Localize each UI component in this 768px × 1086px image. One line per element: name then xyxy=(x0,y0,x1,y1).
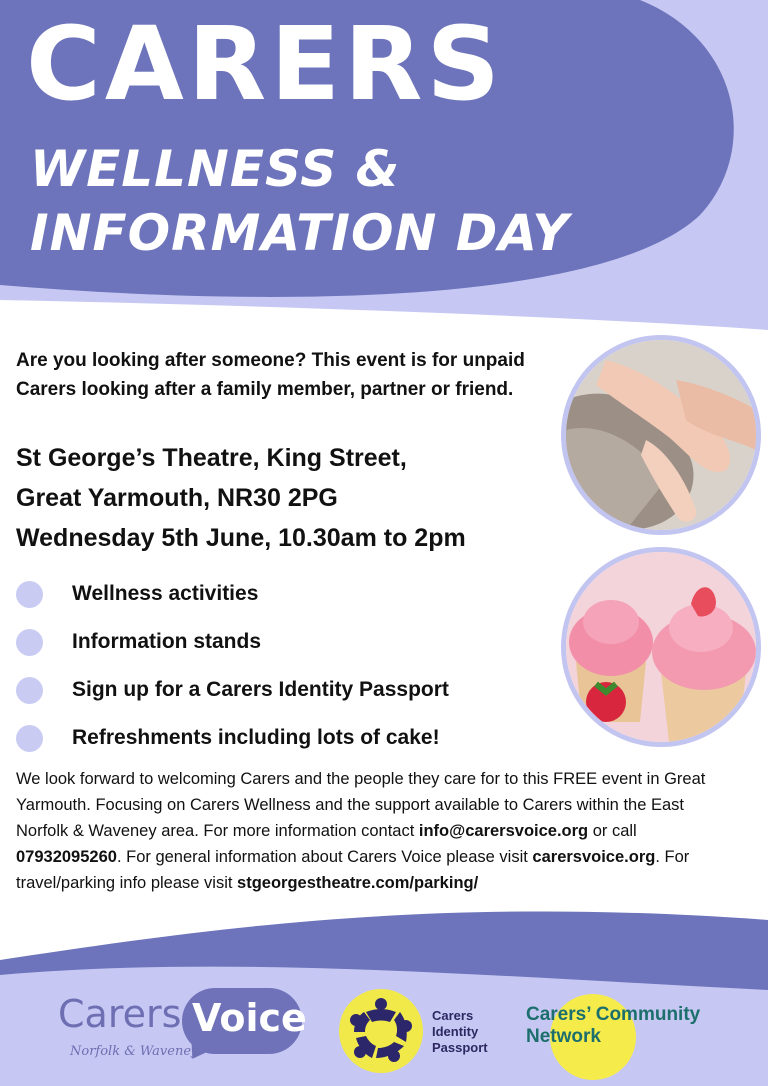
bullet-dot-icon xyxy=(16,581,43,608)
page-title: CARERS xyxy=(26,5,505,124)
subtitle-line-1: WELLNESS & xyxy=(30,140,401,198)
venue-line-3: Wednesday 5th June, 10.30am to 2pm xyxy=(16,524,466,552)
list-item: Wellness activities xyxy=(16,570,449,618)
carers-identity-passport-logo: Carers Identity Passport xyxy=(338,988,518,1072)
bullet-dot-icon xyxy=(16,725,43,752)
intro-text: Are you looking after someone? This event is for unpaid Carers looking after a family member, partner or friend. xyxy=(16,350,525,400)
list-item: Refreshments including lots of cake! xyxy=(16,714,449,762)
subtitle-line-2: INFORMATION DAY xyxy=(30,204,570,262)
carers-voice-logo: Carers Voice Norfolk & Waveney xyxy=(56,988,306,1072)
hands-photo xyxy=(566,340,756,530)
bullet-dot-icon xyxy=(16,629,43,656)
feature-list xyxy=(16,570,449,762)
list-item: Sign up for a Carers Identity Passport xyxy=(16,666,449,714)
passport-figures-icon xyxy=(338,988,424,1074)
carers-community-network-logo: Carers’ Community Network xyxy=(520,988,720,1078)
venue-block xyxy=(16,438,556,558)
cupcakes-photo xyxy=(566,552,756,742)
venue-line-1: St George’s Theatre, King Street, xyxy=(16,444,407,472)
list-item: Information stands xyxy=(16,618,449,666)
parking-link[interactable]: stgeorgestheatre.com/parking/ xyxy=(237,874,479,892)
body-paragraph: We look forward to welcoming Carers and the people they care for to this FREE event in Great Yarmouth. Focusing on Carers Wellness and the support available to Carers within the East Norfolk & Waveney area. For more information contact info@carersvoice.org or call 07932095260. For general information about Carers Voice please visit carersvoice.org. For travel/parking info please visit stgeorgestheatre.com/parking/ xyxy=(16,770,706,892)
website-link[interactable]: carersvoice.org xyxy=(532,848,656,866)
email-link[interactable]: info@carersvoice.org xyxy=(418,822,589,840)
phone-number[interactable]: 07932095260 xyxy=(16,848,117,866)
bullet-dot-icon xyxy=(16,677,43,704)
venue-line-2: Great Yarmouth, NR30 2PG xyxy=(16,484,338,512)
